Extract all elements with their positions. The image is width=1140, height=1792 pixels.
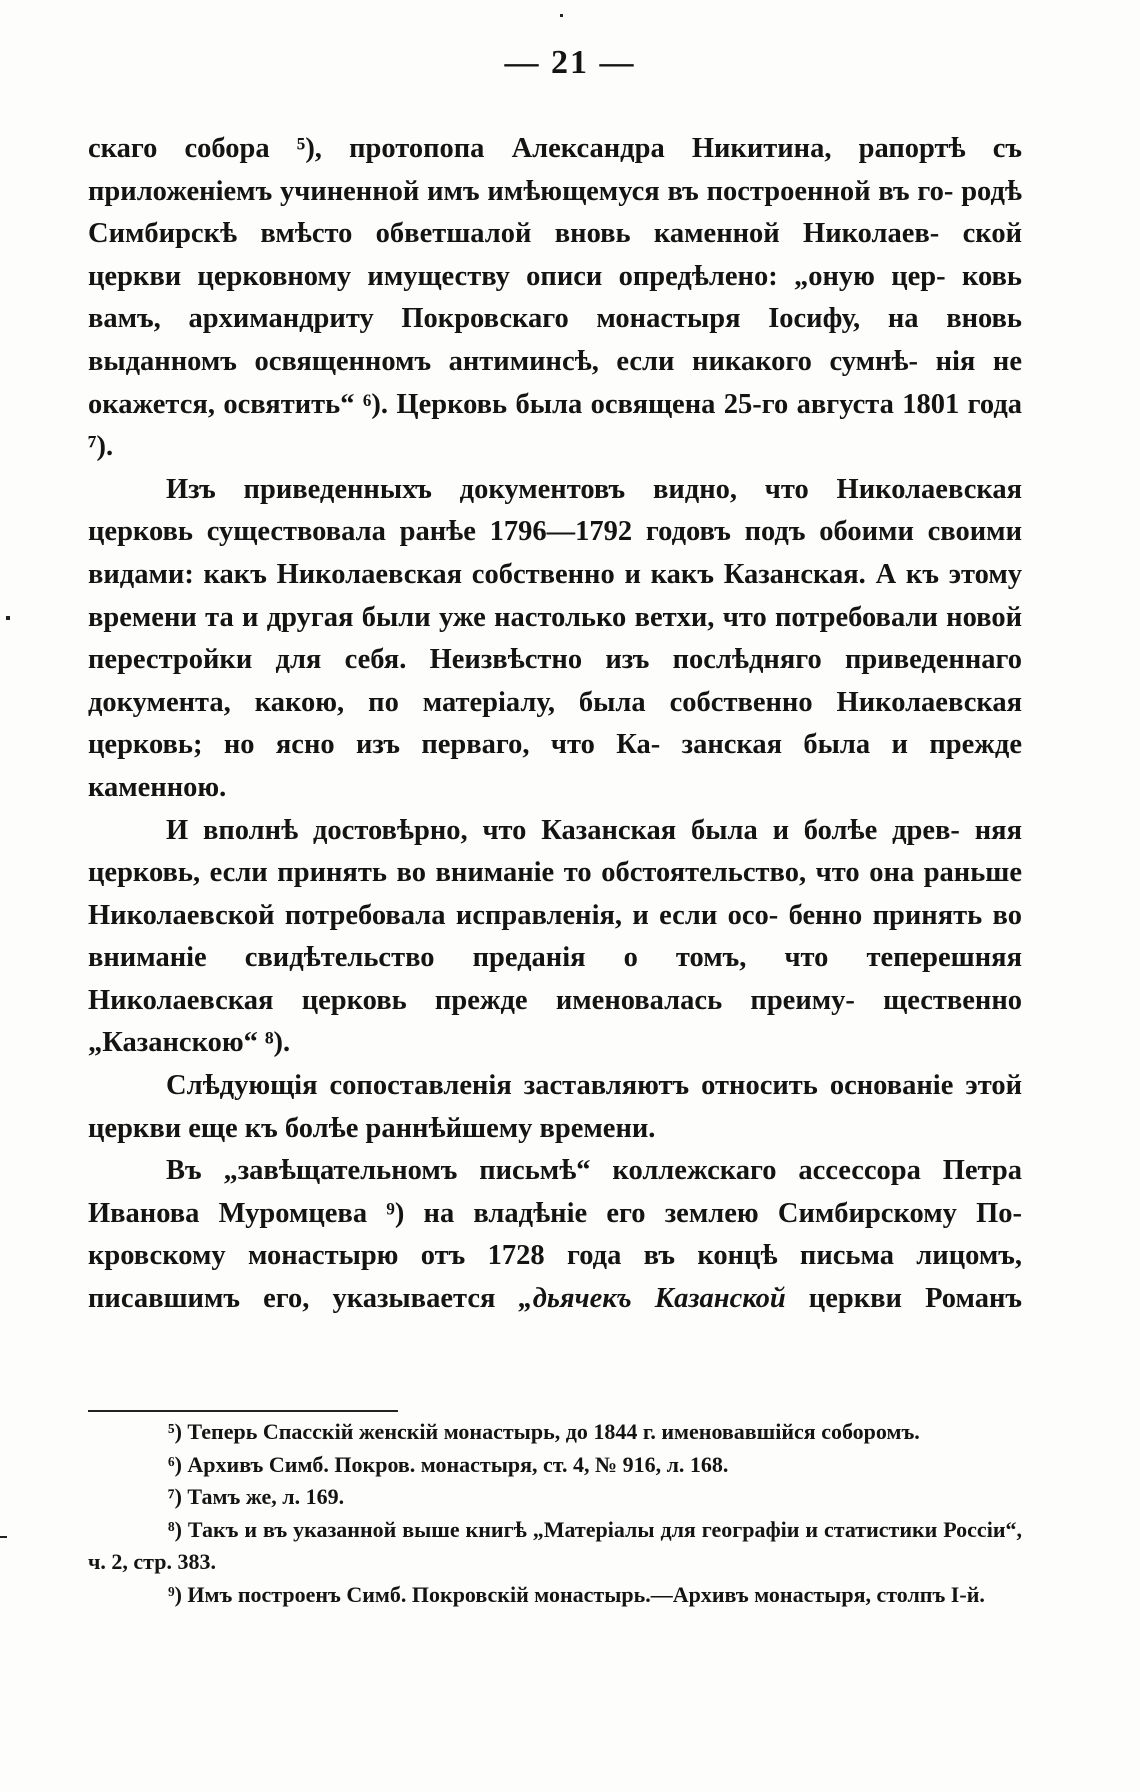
text-line: нія не окажется, освятить“ ⁶). Церковь была освящена 25-го	[88, 345, 1022, 420]
paragraph-5	[88, 1150, 1022, 1320]
text-line: Иванова Муромцева ⁹) на владѣніе его землею Симбирскому По-	[88, 1197, 1022, 1229]
text-line: А къ этому времени та и другая были уже настолько ветхи,	[88, 558, 1023, 633]
text-line: бенно принять во вниманіе свидѣтельство преданія о томъ, что	[88, 899, 1022, 974]
text-line: этой церкви еще къ болѣе раннѣйшему времени.	[88, 1070, 1022, 1144]
text-line: занская была и прежде каменною.	[88, 729, 1022, 803]
text-line: скаго собора ⁵), протопопа Александра Никитина, рапортѣ съ	[88, 133, 1022, 164]
paragraph-1	[88, 128, 1022, 469]
page-number: — 21 —	[504, 44, 636, 81]
text-line: теперешняя Николаевская церковь прежде именовалась преиму-	[88, 942, 1022, 1016]
footnotes	[88, 1416, 1022, 1611]
footnote-7: ⁷) Тамъ же, л. 169.	[168, 1484, 345, 1509]
scan-mark	[0, 1536, 7, 1538]
text-line: она раньше Николаевской потребовала исправленія, и если осо-	[88, 857, 1023, 931]
text-line: няя церковь, если принять во вниманіе то обстоятельство, что	[88, 814, 1023, 889]
scan-mark	[560, 14, 563, 17]
text-line: Въ „завѣщательномъ письмѣ“ коллежскаго ассессора Петра	[166, 1155, 1022, 1187]
text-line: послѣдняго приведеннаго документа, какою, по матеріалу, была	[88, 644, 1022, 718]
footnote-rule	[88, 1410, 398, 1412]
text-line: собственно Николаевская церковь; но ясно изъ перваго, что Ка-	[88, 686, 1023, 761]
text-line: ковь вамъ, архимандриту Покровскаго монастыря Іосифу, на	[88, 260, 1022, 335]
text-line: Слѣдующія сопоставленія заставляютъ относить основаніе	[166, 1070, 954, 1102]
text-line: приложеніемъ учиненной имъ имѣющемуся въ построенной въ го-	[88, 175, 954, 207]
footnote-5: ⁵) Теперь Спасскій женскій монастырь, до 1844 г. именовавшійся соборомъ.	[168, 1419, 920, 1444]
footnote-6: ⁶) Архивъ Симб. Покров. монастыря, ст. 4, № 916, л. 168.	[168, 1451, 729, 1477]
text-line: Изъ приведенныхъ документовъ видно, что Николаевская	[166, 473, 1022, 505]
text-line: ской церкви церковному имуществу описи опредѣлено: „оную цер-	[88, 218, 1023, 292]
paragraph-3	[88, 810, 1022, 1066]
text-line: вновь выданномъ освященномъ антиминсѣ, если никакого сумнѣ-	[88, 303, 1023, 377]
text-line: И вполнѣ достовѣрно, что Казанская была и болѣе древ-	[166, 814, 960, 846]
text-line: что потребовали новой перестройки для себя. Неизвѣстно изъ	[88, 601, 1022, 676]
text-line: церковь существовала ранѣе 1796—1792 годовъ подъ обоими	[88, 516, 914, 548]
scan-mark	[6, 616, 10, 620]
text-line: щественно „Казанскою“ ⁸).	[88, 984, 1023, 1059]
text-line-after: церкви Романъ	[785, 1283, 1022, 1315]
text-line: своими видами: какъ Николаевская собственно и какъ Казанская.	[88, 516, 1022, 590]
text-line-before: писавшимъ его, указывается	[88, 1283, 519, 1315]
paragraph-2	[88, 469, 1022, 810]
main-text	[88, 128, 1022, 1321]
paragraph-4	[88, 1065, 1022, 1150]
footnote-9: ⁹) Имъ построенъ Симб. Покровскій монастырь.—Архивъ монастыря, столпъ I-й.	[168, 1581, 985, 1607]
text-line: августа 1801 года ⁷).	[88, 388, 1022, 463]
text-line: родѣ Симбирскѣ вмѣсто обветшалой вновь каменной Николаев-	[88, 175, 1023, 250]
italic-phrase: „дьячекъ Казанской	[518, 1283, 786, 1315]
text-line: кровскому монастырю отъ 1728 года въ концѣ письма лицомъ,	[88, 1240, 1022, 1272]
footnote-8: ⁸) Такъ и въ указанной выше книгѣ „Матеріалы для географіи и статистики Россіи“, ч. 2, стр. 383.	[88, 1516, 1022, 1574]
